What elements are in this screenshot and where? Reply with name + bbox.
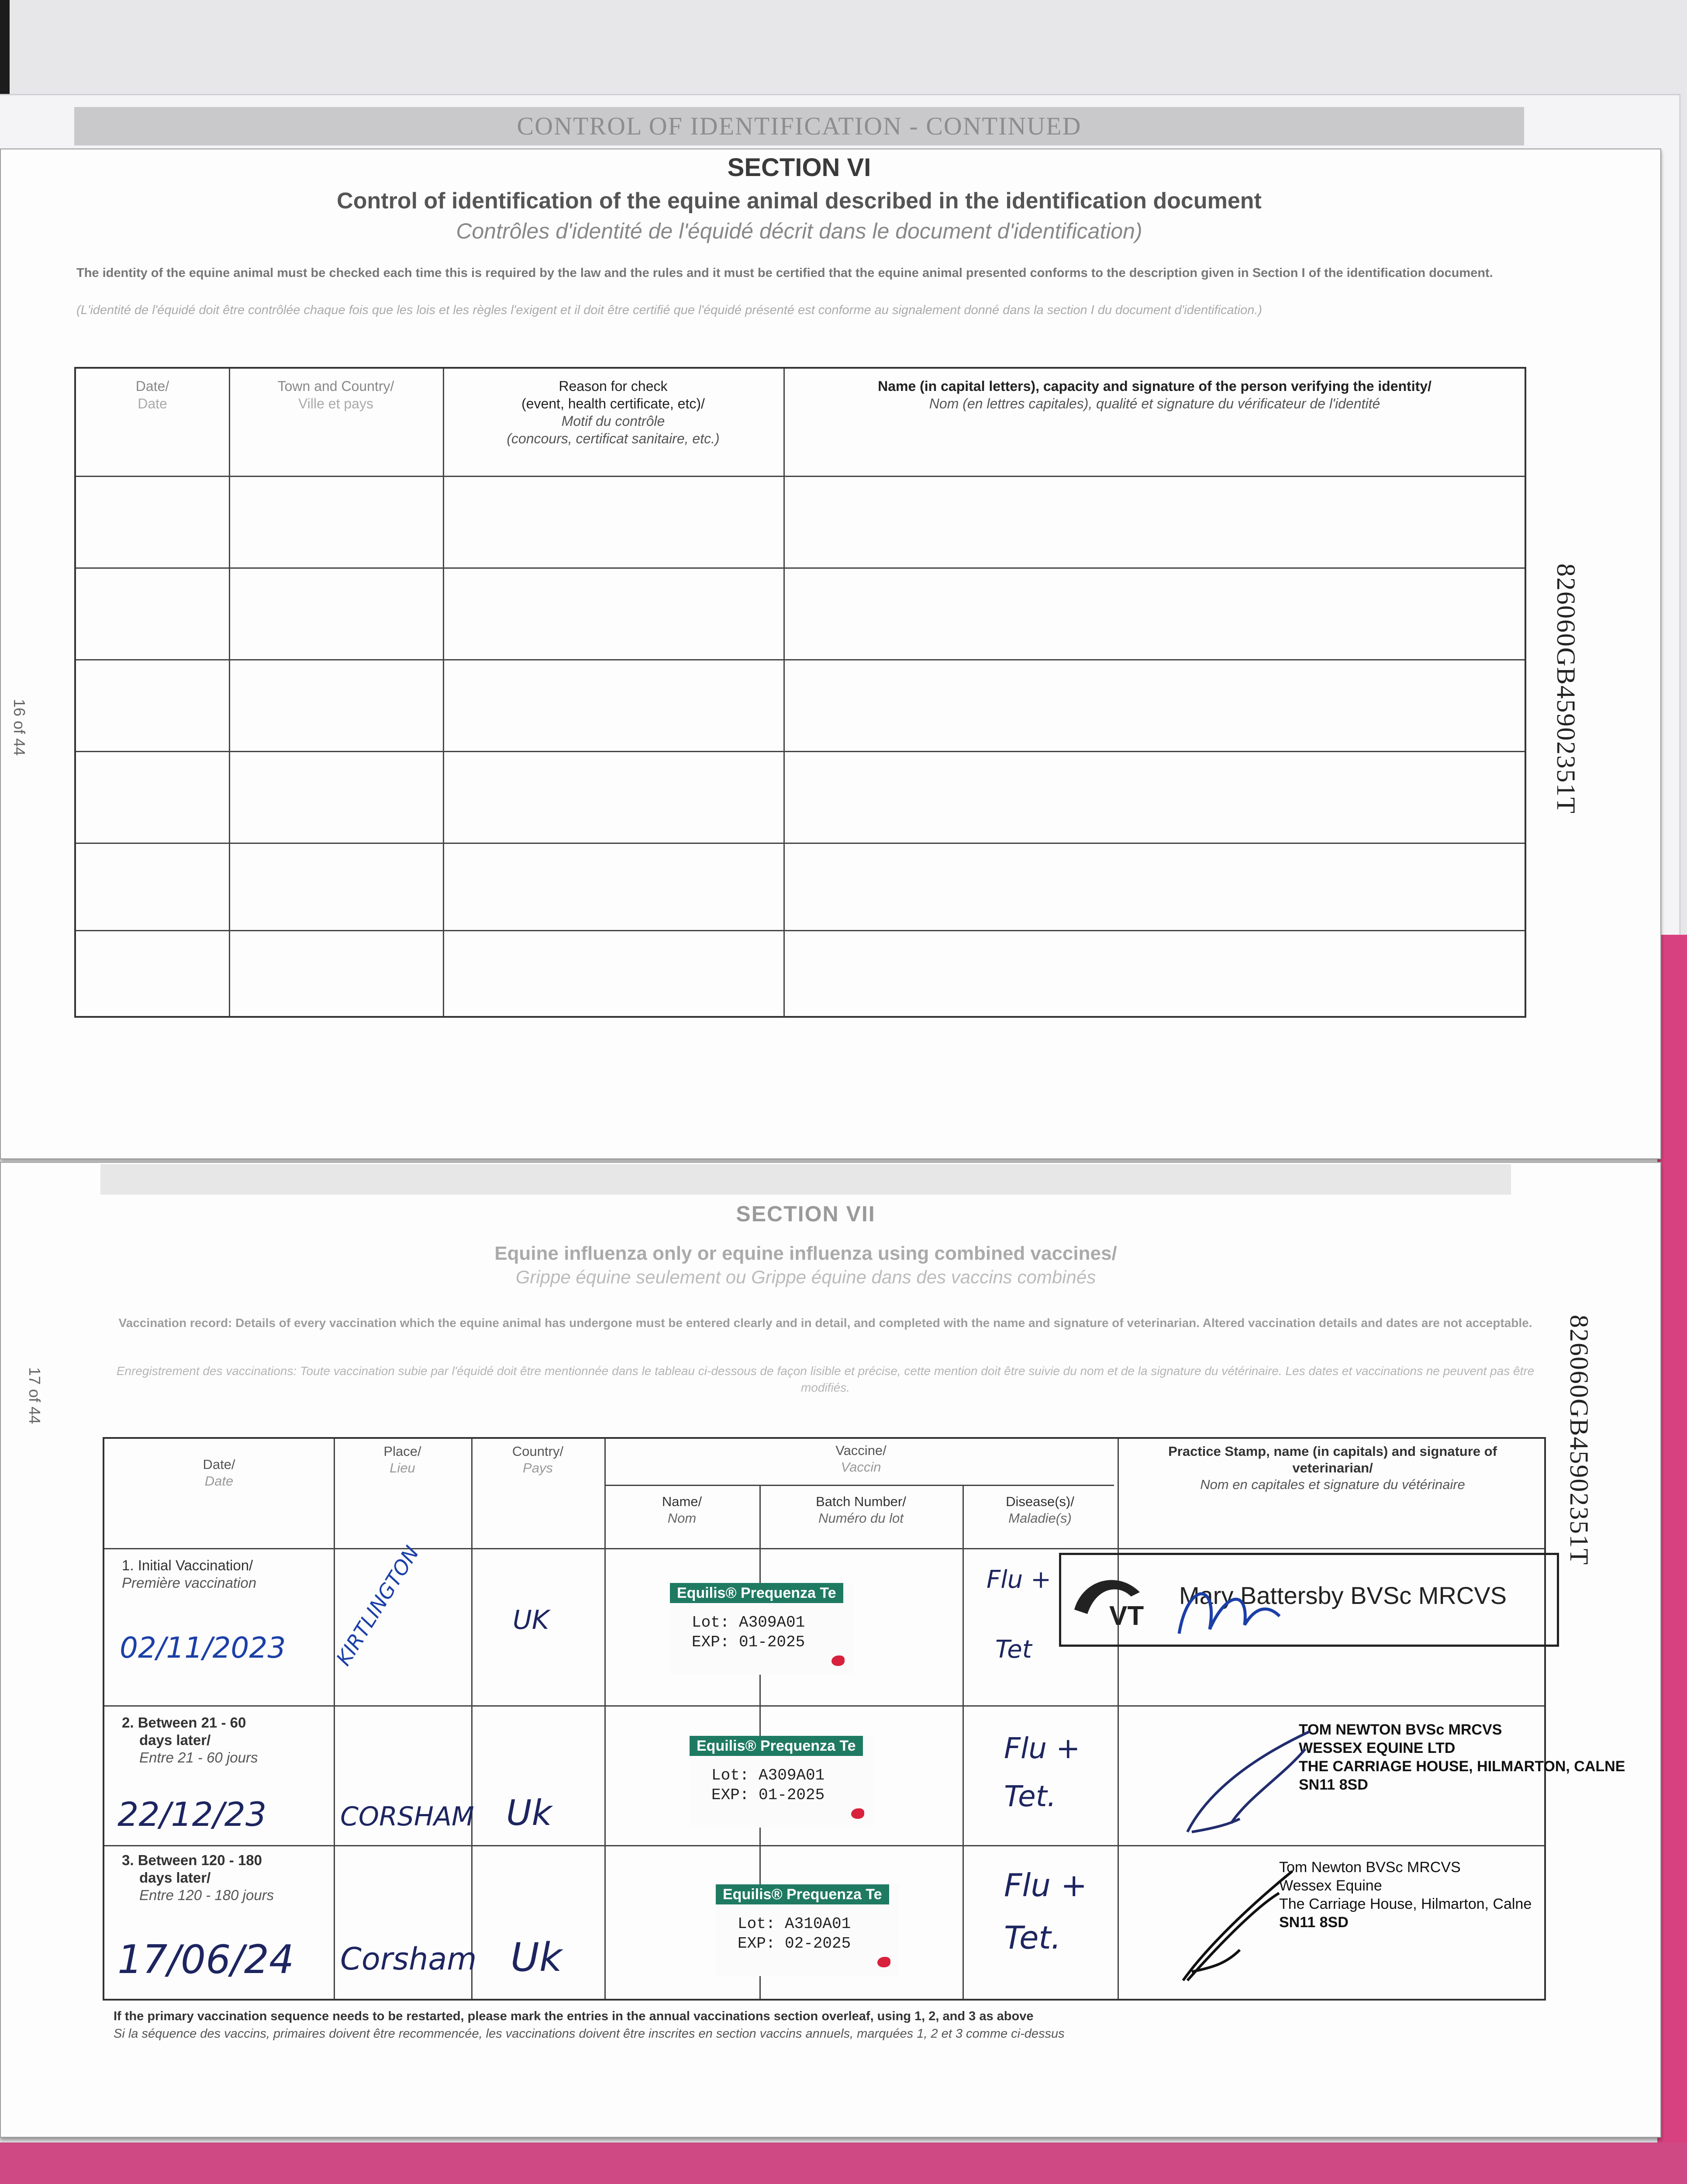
- batch-lot: Lot: A310A01: [738, 1915, 851, 1933]
- section-subtitle: Equine influenza only or equine influenza using combined vaccines/: [494, 1243, 1117, 1264]
- vaccination-place: CORSHAM: [340, 1801, 474, 1832]
- header-batch-number: Batch Number/ Numéro du lot: [816, 1494, 906, 1526]
- section-subtitle-fr: Contrôles d'identité de l'équidé décrit dans le document d'identification): [456, 219, 1142, 243]
- header-vaccine: Vaccine/ Vaccin: [835, 1443, 887, 1475]
- vaccination-country: Uk: [506, 1793, 552, 1833]
- section-banner-faded: [100, 1164, 1511, 1195]
- page-number: 17 of 44: [26, 1367, 44, 1424]
- vet-practice-logo: [1066, 1566, 1153, 1631]
- footnote-fr: Si la séquence des vaccins, primaires doivent être recommencée, les vaccinations doivent être inscrites en section vaccins annuels, marquées 1, 2 et 3 comme ci-dessus: [114, 2027, 1065, 2041]
- header-practice-stamp: Practice Stamp, name (in capitals) and signature of veterinarian/ Nom en capitales et signature du vétérinaire: [1168, 1444, 1497, 1492]
- vaccination-note: Vaccination record: Details of every vaccination which the equine animal has undergone must be entered clearly and in detail, and completed with the name and signature of veterinarian. Altered vaccination details and dates are not acceptable.: [118, 1316, 1532, 1330]
- vaccine-label-sticker: [716, 1884, 899, 1976]
- row-label-second: 2. Between 21 - 60 days later/ Entre 21 - 60 jours: [122, 1714, 258, 1766]
- vet-name: Mary Battersby BVSc MRCVS: [1179, 1582, 1507, 1609]
- ueln-number: 826060GB45902351T: [1565, 1315, 1594, 1565]
- page-number: 16 of 44: [10, 699, 28, 756]
- section-title: SECTION VII: [736, 1202, 876, 1226]
- vet-signature-3: [1170, 1863, 1301, 1994]
- vaccine-name: Equilis® Prequenza Te: [716, 1884, 889, 1904]
- vet-logo-text: VT: [1109, 1601, 1144, 1631]
- vaccination-date: 22/12/23: [117, 1795, 267, 1834]
- header-disease: Disease(s)/ Maladie(s): [1006, 1494, 1074, 1526]
- disease-flu: Flu +: [1004, 1731, 1080, 1765]
- instruction-note: The identity of the equine animal must be checked each time this is required by the law and the rules and it must be certified that the equine animal presented conforms to the description given in Section I of the identification document.: [76, 266, 1493, 280]
- ueln-number: 826060GB45902351T: [1552, 563, 1580, 814]
- vaccination-note-fr: Enregistrement des vaccinations: Toute vaccination subie par l'équidé doit être mentionnée dans le tableau ci-dessous de façon lisible et précise, cette mention doit être suivie du nom et de la signature du vétérinaire. Les dates et vaccinations ne peuvent pas être modifiés.: [116, 1364, 1535, 1394]
- footnote: If the primary vaccination sequence needs to be restarted, please mark the entries in the annual vaccinations section overleaf, using 1, 2, and 3 as above: [114, 2009, 1034, 2023]
- practice-stamp-3: Tom Newton BVSc MRCVS Wessex Equine The Carriage House, Hilmarton, Calne SN11 8SD: [1279, 1859, 1532, 1931]
- sticker-mark: [877, 1957, 890, 1967]
- section-banner: CONTROL OF IDENTIFICATION - CONTINUED: [74, 107, 1524, 145]
- section-title: SECTION VI: [727, 153, 871, 182]
- vaccine-name: Equilis® Prequenza Te: [670, 1583, 843, 1603]
- pink-cover-edge: [1657, 935, 1687, 2184]
- header-place: Place/ Lieu: [383, 1444, 421, 1476]
- section-subtitle-fr: Grippe équine seulement ou Grippe équine dans des vaccins combinés: [515, 1267, 1096, 1287]
- vet-signature-1: [1170, 1564, 1284, 1651]
- disease-flu: Flu +: [987, 1565, 1051, 1594]
- pink-cover-bottom: [0, 2143, 1687, 2184]
- vaccination-date: 17/06/24: [117, 1937, 294, 1983]
- header-town-country: Town and Country/ Ville et pays: [277, 378, 394, 411]
- instruction-note-fr: (L'identité de l'équidé doit être contrôlée chaque fois que les lois et les règles l'exigent et il doit être certifié que l'équidé présenté est conforme au signalement donné dans la section I du document d'identification.): [76, 303, 1263, 317]
- batch-expiry: EXP: 02-2025: [738, 1935, 851, 1952]
- disease-flu: Flu +: [1004, 1867, 1087, 1904]
- disease-tet: Tet: [995, 1635, 1032, 1664]
- vaccine-label-sticker: [670, 1583, 853, 1675]
- identification-check-table: [74, 367, 1526, 1018]
- vaccination-country: Uk: [511, 1935, 562, 1980]
- header-country: Country/ Pays: [512, 1444, 564, 1476]
- vaccination-place: Corsham: [340, 1941, 477, 1977]
- vaccine-name: Equilis® Prequenza Te: [690, 1736, 863, 1756]
- batch-expiry: EXP: 01-2025: [692, 1633, 805, 1651]
- vaccination-date: 02/11/2023: [120, 1631, 286, 1665]
- batch-lot: Lot: A309A01: [692, 1614, 805, 1631]
- header-reason: Reason for check (event, health certificate, etc)/ Motif du contrôle (concours, certificat sanitaire, etc.): [507, 378, 720, 446]
- row-label-initial: 1. Initial Vaccination/ Première vaccination: [122, 1557, 257, 1591]
- practice-stamp-2: TOM NEWTON BVSc MRCVS WESSEX EQUINE LTD THE CARRIAGE HOUSE, HILMARTON, CALNE SN11 8SD: [1299, 1721, 1625, 1793]
- batch-lot: Lot: A309A01: [711, 1766, 825, 1784]
- header-vaccine-name: Name/ Nom: [662, 1494, 702, 1526]
- header-verifier: Name (in capital letters), capacity and signature of the person verifying the identity/ Nom (en lettres capitales), qualité et signature du vérificateur de l'identité: [878, 378, 1432, 411]
- sticker-mark: [851, 1808, 864, 1819]
- vaccination-country: UK: [513, 1605, 549, 1635]
- sticker-mark: [831, 1655, 845, 1666]
- vaccination-place: KIRTLINGTON: [331, 1541, 424, 1670]
- row-label-third: 3. Between 120 - 180 days later/ Entre 120 - 180 jours: [122, 1852, 274, 1903]
- section-subtitle: Control of identification of the equine animal described in the identification document: [337, 188, 1262, 214]
- vaccine-label-sticker: [690, 1736, 873, 1828]
- disease-tet: Tet.: [1004, 1919, 1061, 1956]
- batch-expiry: EXP: 01-2025: [711, 1786, 825, 1804]
- header-date: Date/ Date: [203, 1457, 235, 1489]
- vet-signature-2: [1179, 1723, 1318, 1845]
- header-date: Date/ Date: [135, 378, 169, 411]
- disease-tet: Tet.: [1004, 1780, 1056, 1813]
